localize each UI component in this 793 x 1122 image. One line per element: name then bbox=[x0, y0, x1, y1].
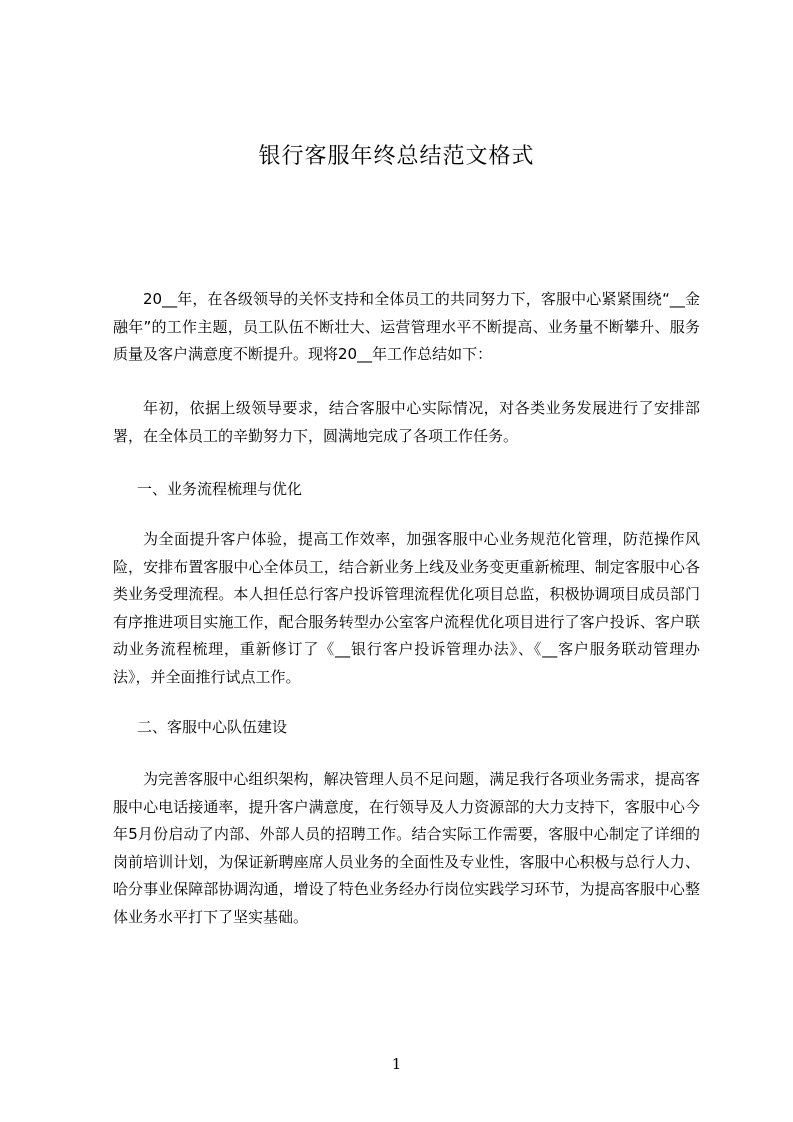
section-heading-team: 二、客服中心队伍建设 bbox=[137, 718, 288, 736]
section-body-process: 为全面提升客户体验，提高工作效率，加强客服中心业务规范化管理，防范操作风险，安排布置客服中心全体员工，结合新业务上线及业务变更重新梳理、制定客服中心各类业务受理流程。本人担任总行客户投诉管理流程优化项目总监，积极协调项目成员部门有序推进项目实施工作，配合服务转型办公室客户流程优化项目进行了客户投诉、客户联动业务流程梳理，重新修订了《__银行客户投诉管理办法》、《__客户服务联动管理办法》，并全面推行试点工作。 bbox=[113, 530, 700, 686]
intro-paragraph: 20__年，在各级领导的关怀支持和全体员工的共同努力下，客服中心紧紧围绕“__金融年”的工作主题，员工队伍不断壮大、运营管理水平不断提高、业务量不断攀升、服务质量及客户满意度不断提升。现将20__年工作总结如下： bbox=[113, 290, 700, 363]
section-heading-process: 一、业务流程梳理与优化 bbox=[137, 480, 303, 498]
document-title: 银行客服年终总结范文格式 bbox=[258, 144, 535, 169]
page-number: 1 bbox=[391, 1055, 402, 1073]
overview-paragraph: 年初，依据上级领导要求，结合客服中心实际情况，对各类业务发展进行了安排部署，在全体员工的辛勤努力下，圆满地完成了各项工作任务。 bbox=[113, 399, 700, 445]
section-body-team: 为完善客服中心组织架构，解决管理人员不足问题，满足我行各项业务需求，提高客服中心电话接通率，提升客户满意度，在行领导及人力资源部的大力支持下，客服中心今年5月份启动了内部、外部人员的招聘工作。结合实际工作需要，客服中心制定了详细的岗前培训计划，为保证新聘座席人员业务的全面性及专业性，客服中心积极与总行人力、哈分事业保障部协调沟通，增设了特色业务经办行岗位实践学习环节，为提高客服中心整体业务水平打下了坚实基础。 bbox=[113, 770, 700, 926]
